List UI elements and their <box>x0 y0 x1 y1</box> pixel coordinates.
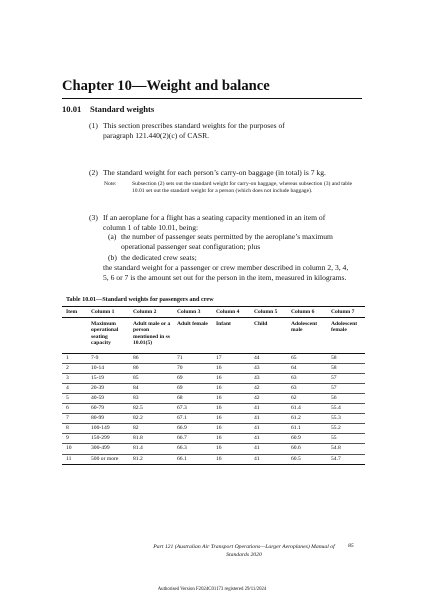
column-number: Item <box>62 307 87 318</box>
item-label: (b) <box>108 253 117 262</box>
authorised-version-note: Authorised Version F2024C01173 registered 29/11/2024 <box>157 587 267 592</box>
table-cell: 16 <box>212 434 250 444</box>
table-cell: 71 <box>173 353 212 363</box>
section-heading <box>62 104 154 114</box>
table-cell: 66.1 <box>173 454 212 464</box>
table-cell: 81.2 <box>129 454 173 464</box>
table-cell: 41 <box>250 424 287 434</box>
table-cell: 41 <box>250 444 287 454</box>
table-cell: 41 <box>250 454 287 464</box>
table-cell: 65 <box>287 353 327 363</box>
table-cell: 57 <box>327 373 365 383</box>
table-cell: 54.7 <box>327 454 365 464</box>
table-row <box>62 434 365 444</box>
table-cell: 58 <box>327 363 365 373</box>
column-header: Adult female <box>173 317 212 353</box>
column-number: Column 6 <box>287 307 327 318</box>
table-row <box>62 424 365 434</box>
note-label: Note: <box>104 181 117 187</box>
table-cell: 82.5 <box>129 404 173 414</box>
paragraph-body <box>103 213 325 232</box>
table-cell: 58 <box>327 353 365 363</box>
table-cell: 70 <box>173 363 212 373</box>
table-cell: 82 <box>129 424 173 434</box>
table-cell: 81.4 <box>129 444 173 454</box>
table-cell: 56 <box>327 393 365 403</box>
table-cell: 60.9 <box>287 434 327 444</box>
footer-text: Part 121 (Australian Air Transport Operations—Larger Aeroplanes) Manual of Standards 2020 <box>153 544 335 559</box>
table-cell: 16 <box>212 424 250 434</box>
table-cell: 1 <box>62 353 87 363</box>
text-line: column 1 of table 10.01, being: <box>103 222 199 232</box>
table-cell: 10 <box>62 444 87 454</box>
table-cell: 16 <box>212 444 250 454</box>
column-header <box>62 317 87 353</box>
column-header: Maximum operational seating capacity <box>87 317 129 353</box>
table-cell: 60.6 <box>287 444 327 454</box>
section-number: 10.01 <box>62 104 82 114</box>
column-number: Column 1 <box>87 307 129 318</box>
column-header: Adolescent male <box>287 317 327 353</box>
table-cell: 15-19 <box>87 373 129 383</box>
column-header-row <box>62 317 365 353</box>
table-cell: 3 <box>62 373 87 383</box>
table-cell: 41 <box>250 404 287 414</box>
column-header: Child <box>250 317 287 353</box>
text-line: the standard weight for a passenger or crew member described in column 2, 3, 4, <box>103 263 349 272</box>
table-cell: 4 <box>62 383 87 393</box>
table-cell: 83 <box>129 393 173 403</box>
table-cell: 20-39 <box>87 383 129 393</box>
table-cell: 67.1 <box>173 414 212 424</box>
table-cell: 41 <box>250 434 287 444</box>
table-cell: 16 <box>212 454 250 464</box>
chapter-title: Chapter 10—Weight and balance <box>62 78 270 94</box>
table-cell: 7-9 <box>87 353 129 363</box>
table-cell: 86 <box>129 363 173 373</box>
table-cell: 85 <box>129 373 173 383</box>
table-cell: 16 <box>212 393 250 403</box>
table-cell: 100-149 <box>87 424 129 434</box>
table-cell: 69 <box>173 373 212 383</box>
table-cell: 43 <box>250 363 287 373</box>
table-cell: 9 <box>62 434 87 444</box>
column-number: Column 7 <box>327 307 365 318</box>
table-cell: 41 <box>250 414 287 424</box>
table-cell: 43 <box>250 373 287 383</box>
text-line: the number of passenger seats permitted by the aeroplane’s maximum <box>121 232 333 241</box>
table-cell: 67.3 <box>173 404 212 414</box>
table-row <box>62 414 365 424</box>
paragraph-label: (1) <box>89 121 98 130</box>
text-line: 5, 6 or 7 is the amount set out for the person in the item, measured in kilograms. <box>103 272 347 282</box>
table-cell: 44 <box>250 353 287 363</box>
paragraph-3-closing <box>103 263 348 282</box>
table-row <box>62 444 365 454</box>
column-number-row <box>62 307 365 318</box>
table-cell: 42 <box>250 383 287 393</box>
text-line: This section prescribes standard weights for the purposes of <box>103 121 285 130</box>
column-header: Adolescent female <box>327 317 365 353</box>
text-line: If an aeroplane for a flight has a seating capacity mentioned in an item of <box>103 213 326 222</box>
text-line: paragraph 121.440(2)(c) of CASR. <box>103 130 210 140</box>
note-body: Subsection (2) sets out the standard weight for carry-on baggage, whereas subsection (3) and table 10.01 set out the standard weight for a person (which does not include baggage). <box>132 181 353 194</box>
table-cell: 8 <box>62 424 87 434</box>
table-row <box>62 454 365 464</box>
paragraph-body: The standard weight for each person’s carry-on baggage (in total) is 7 kg. <box>103 168 326 177</box>
paragraph-label: (3) <box>89 213 98 222</box>
table-cell: 7 <box>62 414 87 424</box>
table-cell: 86 <box>129 353 173 363</box>
table-row <box>62 383 365 393</box>
table-cell: 82.2 <box>129 414 173 424</box>
column-header: Adult male or a person mentioned in ss 10.01(5) <box>129 317 173 353</box>
column-header: Infant <box>212 317 250 353</box>
chapter-rule <box>62 98 362 99</box>
table-cell: 11 <box>62 454 87 464</box>
table-row <box>62 393 365 403</box>
table-cell: 16 <box>212 363 250 373</box>
standard-weights-table <box>62 306 365 465</box>
table-cell: 500 or more <box>87 454 129 464</box>
table-cell: 66.7 <box>173 434 212 444</box>
text-line: operational passenger seat configuration; plus <box>121 241 261 251</box>
table-cell: 69 <box>173 383 212 393</box>
table-cell: 61.1 <box>287 424 327 434</box>
table-cell: 63 <box>287 373 327 383</box>
table-cell: 57 <box>327 383 365 393</box>
item-label: (a) <box>108 232 117 241</box>
table-cell: 61.2 <box>287 414 327 424</box>
table-cell: 40-59 <box>87 393 129 403</box>
table-row <box>62 363 365 373</box>
column-number: Column 5 <box>250 307 287 318</box>
table-cell: 17 <box>212 353 250 363</box>
section-title: Standard weights <box>90 104 155 114</box>
table-cell: 150-299 <box>87 434 129 444</box>
table-cell: 54.8 <box>327 444 365 454</box>
table-cell: 42 <box>250 393 287 403</box>
column-number: Column 4 <box>212 307 250 318</box>
table-cell: 55.3 <box>327 414 365 424</box>
table-cell: 63 <box>287 383 327 393</box>
table-cell: 300-499 <box>87 444 129 454</box>
table-cell: 60-79 <box>87 404 129 414</box>
item-body: the dedicated crew seats; <box>121 253 197 262</box>
table-row <box>62 373 365 383</box>
table-cell: 16 <box>212 383 250 393</box>
table-cell: 10-14 <box>87 363 129 373</box>
table-body <box>62 353 365 464</box>
table-cell: 16 <box>212 414 250 424</box>
table-cell: 61.4 <box>287 404 327 414</box>
table-title: Table 10.01—Standard weights for passengers and crew <box>66 296 214 303</box>
table-cell: 80-99 <box>87 414 129 424</box>
table-cell: 64 <box>287 363 327 373</box>
table-cell: 81.8 <box>129 434 173 444</box>
column-number: Column 2 <box>129 307 173 318</box>
table-cell: 60.5 <box>287 454 327 464</box>
table-cell: 66.3 <box>173 444 212 454</box>
table-cell: 6 <box>62 404 87 414</box>
item-body <box>121 232 333 251</box>
paragraph-body <box>103 121 285 140</box>
table-cell: 62 <box>287 393 327 403</box>
table-cell: 16 <box>212 404 250 414</box>
table-cell: 16 <box>212 373 250 383</box>
table-cell: 55 <box>327 434 365 444</box>
column-number: Column 3 <box>173 307 212 318</box>
table-cell: 66.9 <box>173 424 212 434</box>
table-cell: 55.2 <box>327 424 365 434</box>
table-cell: 55.4 <box>327 404 365 414</box>
paragraph-label: (2) <box>89 168 98 177</box>
table-cell: 68 <box>173 393 212 403</box>
table-cell: 2 <box>62 363 87 373</box>
table-cell: 84 <box>129 383 173 393</box>
table-cell: 5 <box>62 393 87 403</box>
table-row <box>62 404 365 414</box>
page-number: 85 <box>348 543 354 549</box>
table-row <box>62 353 365 363</box>
